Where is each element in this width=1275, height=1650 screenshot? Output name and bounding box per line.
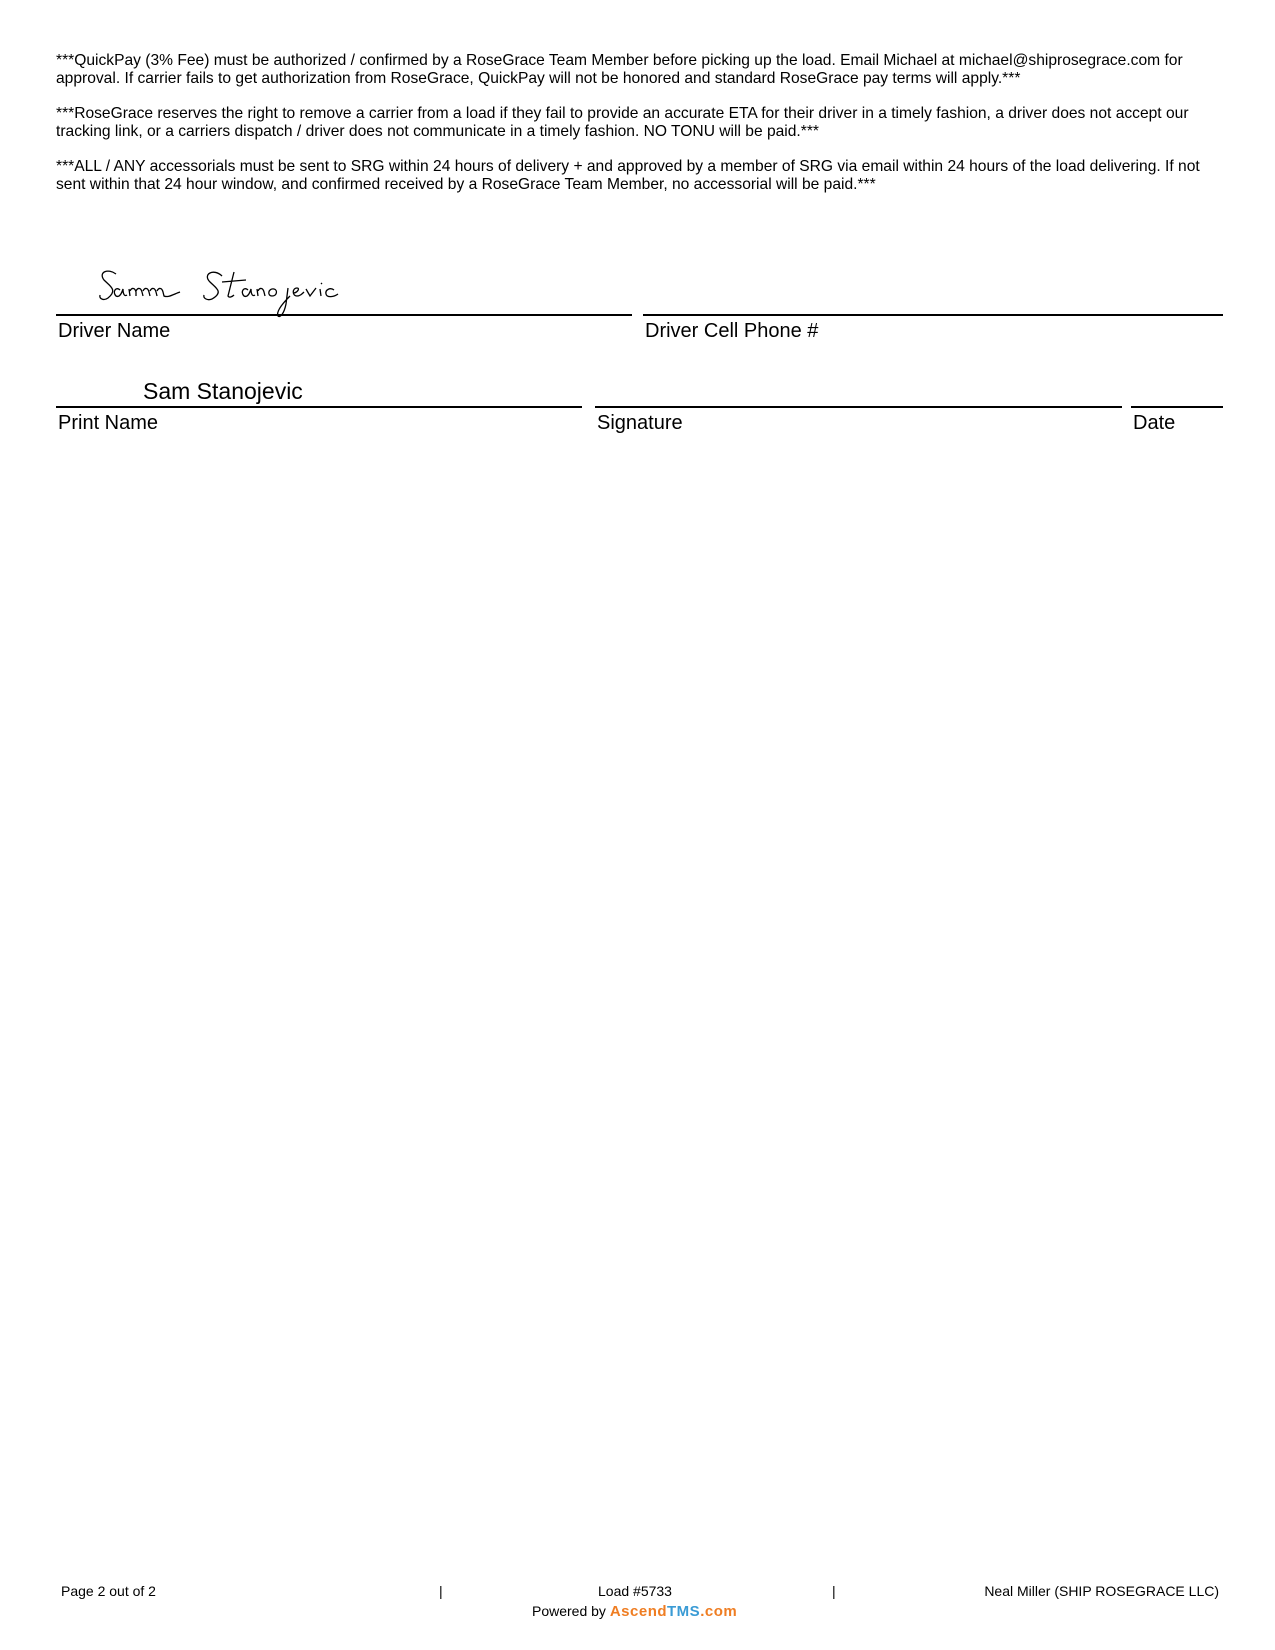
print-name-label: Print Name <box>58 412 159 434</box>
date-field[interactable] <box>1131 370 1223 440</box>
driver-name-label: Driver Name <box>58 320 171 342</box>
load-number: Load #5733 <box>598 1583 672 1599</box>
driver-phone-label: Driver Cell Phone # <box>645 320 819 342</box>
accessorials-term: ***ALL / ANY accessorials must be sent to SRG within 24 hours of delivery + and approved by a member of SRG via email within 24 hours of the load delivering. If not sent within that 24 hour window, and confirmed received by a RoseGrace Team Member, no accessorial will be paid.*** <box>56 158 1200 193</box>
powered-by <box>532 1603 737 1620</box>
signature-field[interactable] <box>595 370 1122 440</box>
signature-line <box>595 406 1122 408</box>
carrier-removal-term: ***RoseGrace reserves the right to remove a carrier from a load if they fail to provide an accurate ETA for their driver in a timely fashion, a driver does not accept our tracking link, or a carriers dispatch / driver does not communicate in a timely fashion. NO TONU will be paid.*** <box>56 105 1189 140</box>
terms-section <box>56 52 1226 211</box>
date-line <box>1131 406 1223 408</box>
company-name: Neal Miller (SHIP ROSEGRACE LLC) <box>984 1583 1219 1599</box>
print-name-line <box>56 406 582 408</box>
print-name-value: Sam Stanojevic <box>143 378 303 404</box>
ascend-tms-link[interactable]: AscendTMS.com <box>609 1603 738 1620</box>
page-number: Page 2 out of 2 <box>61 1583 156 1599</box>
footer-separator: | <box>832 1583 836 1599</box>
driver-name-line <box>56 314 632 316</box>
driver-name-field[interactable] <box>56 260 632 340</box>
driver-phone-field[interactable] <box>643 260 1223 340</box>
powered-by-label: Powered by <box>532 1603 606 1619</box>
date-label: Date <box>1133 412 1176 434</box>
signature-label: Signature <box>597 412 683 434</box>
print-name-field[interactable] <box>56 370 582 440</box>
driver-phone-line <box>643 314 1223 316</box>
quickpay-term: ***QuickPay (3% Fee) must be authorized / confirmed by a RoseGrace Team Member before picking up the load. Email Michael at michael@shiprosegrace.com for approval. If carrier fails to get authorization from RoseGrace, QuickPay will not be honored and standard RoseGrace pay terms will apply.*** <box>56 52 1183 87</box>
footer-separator: | <box>439 1583 443 1599</box>
